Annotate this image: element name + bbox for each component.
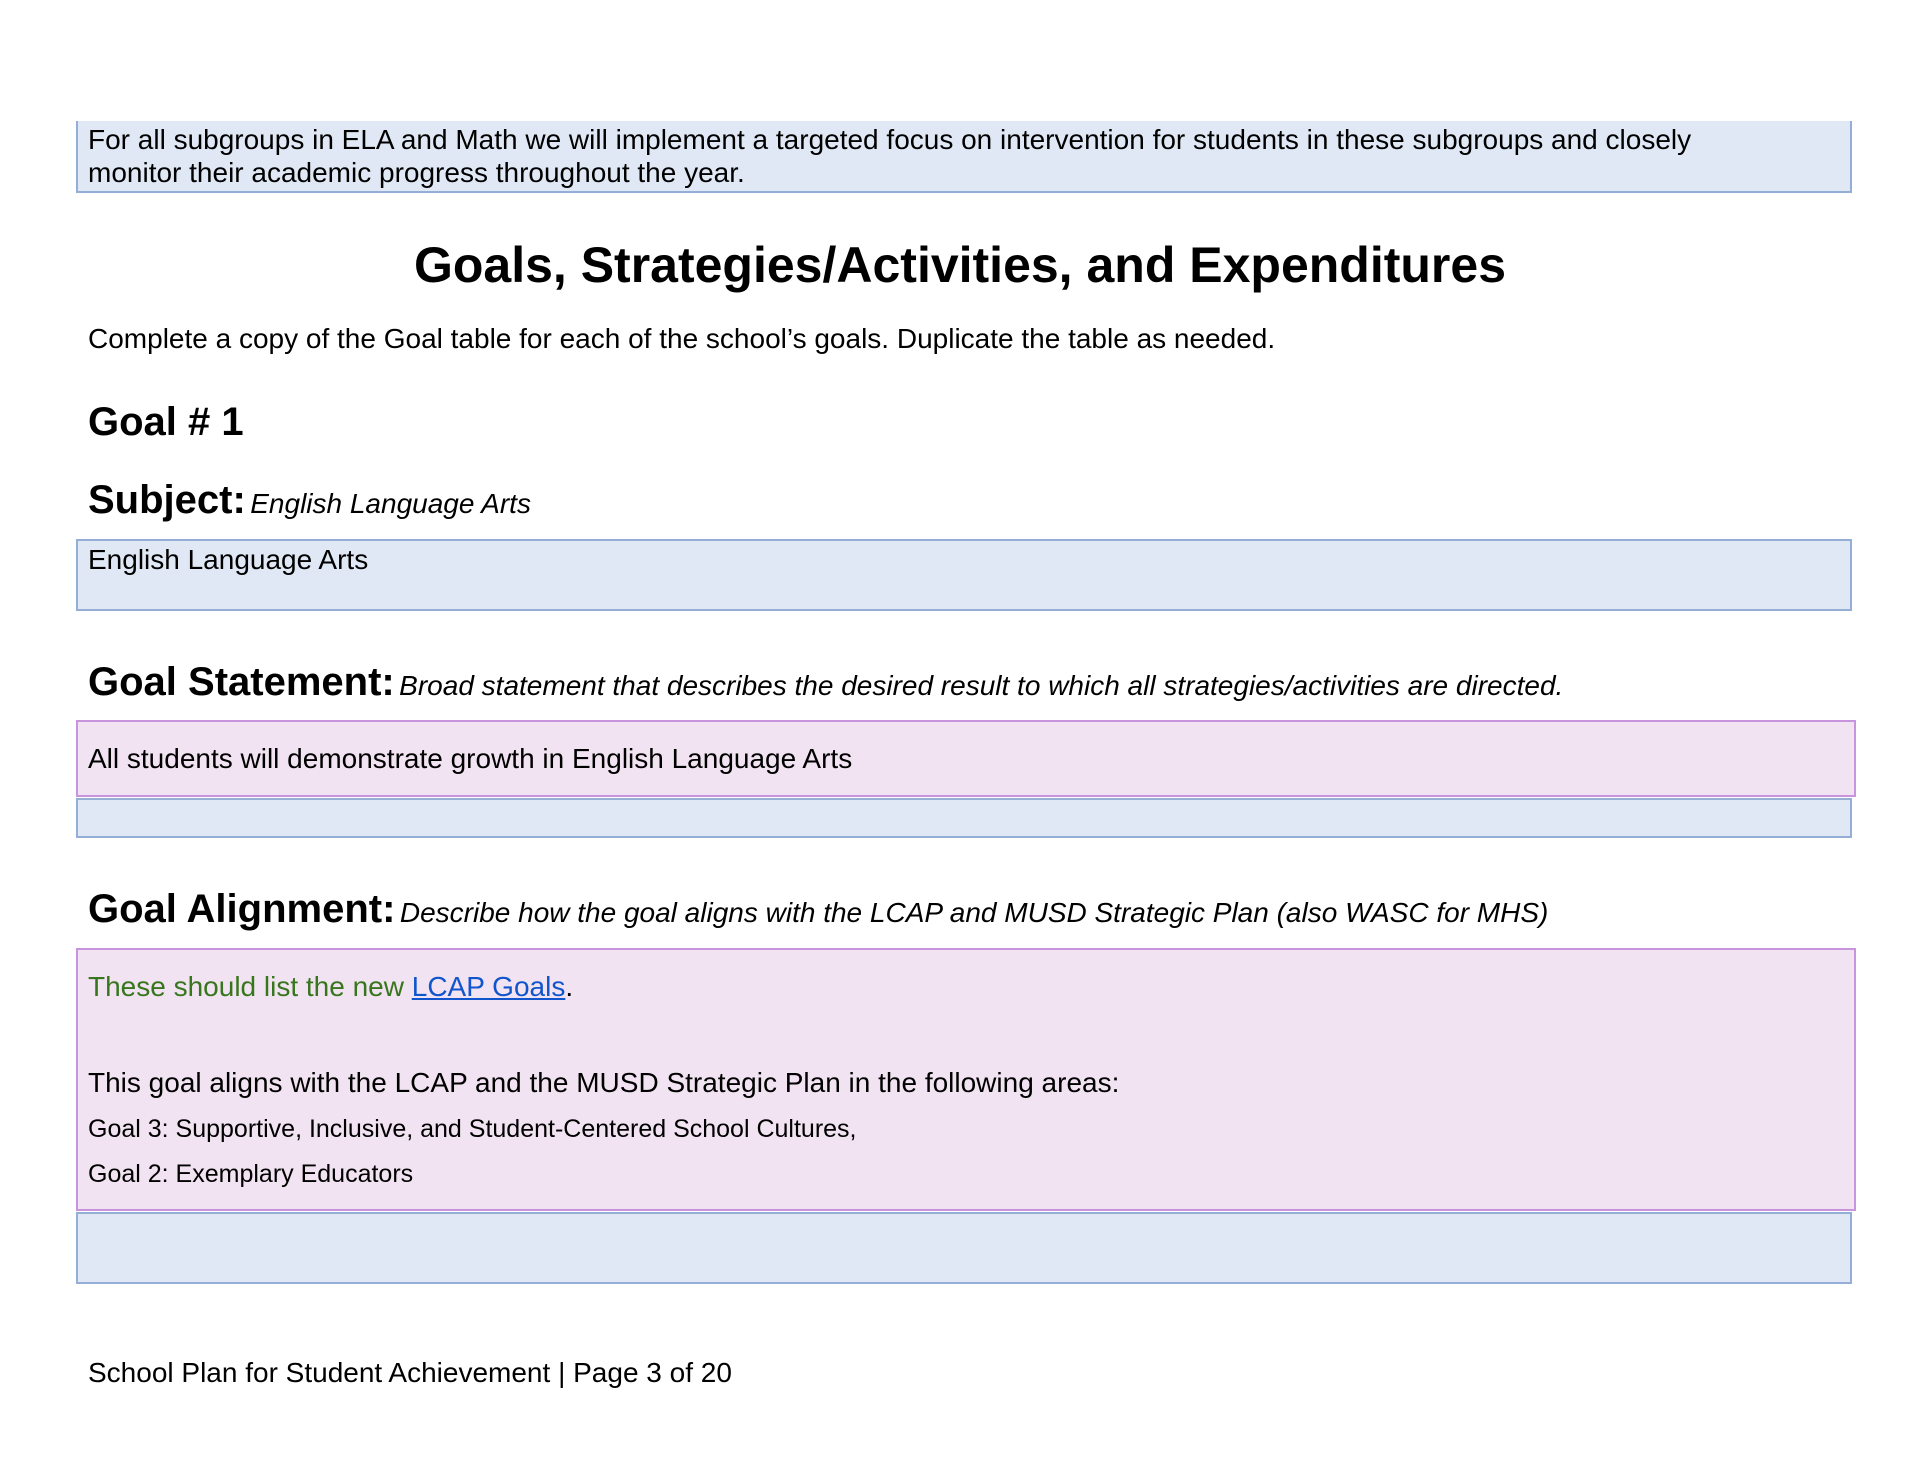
goal-alignment-extra-field[interactable] bbox=[76, 1212, 1852, 1284]
goal-statement-extra-field[interactable] bbox=[76, 798, 1852, 838]
goal-alignment-statement: This goal aligns with the LCAP and the MUSD Strategic Plan in the following areas: bbox=[88, 1067, 1120, 1098]
goal-statement-hint: Broad statement that describes the desired result to which all strategies/activities are directed. bbox=[399, 670, 1564, 701]
goal-alignment-note-suffix: . bbox=[565, 971, 574, 1002]
lcap-goals-link[interactable]: LCAP Goals bbox=[411, 971, 566, 1002]
instructions-text: Complete a copy of the Goal table for each of the school’s goals. Duplicate the table as needed. bbox=[88, 323, 1276, 354]
goal-alignment-label: Goal Alignment: bbox=[88, 887, 396, 931]
goal-heading: Goal # 1 bbox=[88, 400, 244, 444]
goal-alignment-heading bbox=[88, 887, 1548, 932]
intro-text-line-1: For all subgroups in ELA and Math we will implement a targeted focus on intervention for students in these subgroups and closely bbox=[88, 124, 1692, 155]
subject-hint: English Language Arts bbox=[250, 488, 531, 519]
goal-alignment-note bbox=[88, 970, 573, 1003]
section-title: Goals, Strategies/Activities, and Expenditures bbox=[413, 237, 1507, 293]
page-footer: School Plan for Student Achievement | Page 3 of 20 bbox=[88, 1357, 732, 1388]
goal-alignment-note-prefix: These should list the new bbox=[88, 971, 412, 1002]
goal-statement-heading bbox=[88, 660, 1563, 705]
subject-label: Subject: bbox=[88, 478, 246, 522]
intro-text-line-2: monitor their academic progress throughout the year. bbox=[88, 157, 745, 188]
goal-statement-label: Goal Statement: bbox=[88, 660, 395, 704]
goal-alignment-item-1: Goal 3: Supportive, Inclusive, and Student-Centered School Cultures, bbox=[88, 1115, 857, 1143]
subject-heading bbox=[88, 478, 531, 523]
goal-alignment-hint: Describe how the goal aligns with the LCAP and MUSD Strategic Plan (also WASC for MHS) bbox=[399, 897, 1549, 928]
goal-alignment-item-2: Goal 2: Exemplary Educators bbox=[88, 1160, 414, 1188]
goal-statement-value: All students will demonstrate growth in English Language Arts bbox=[88, 743, 853, 774]
subject-value: English Language Arts bbox=[88, 544, 369, 575]
